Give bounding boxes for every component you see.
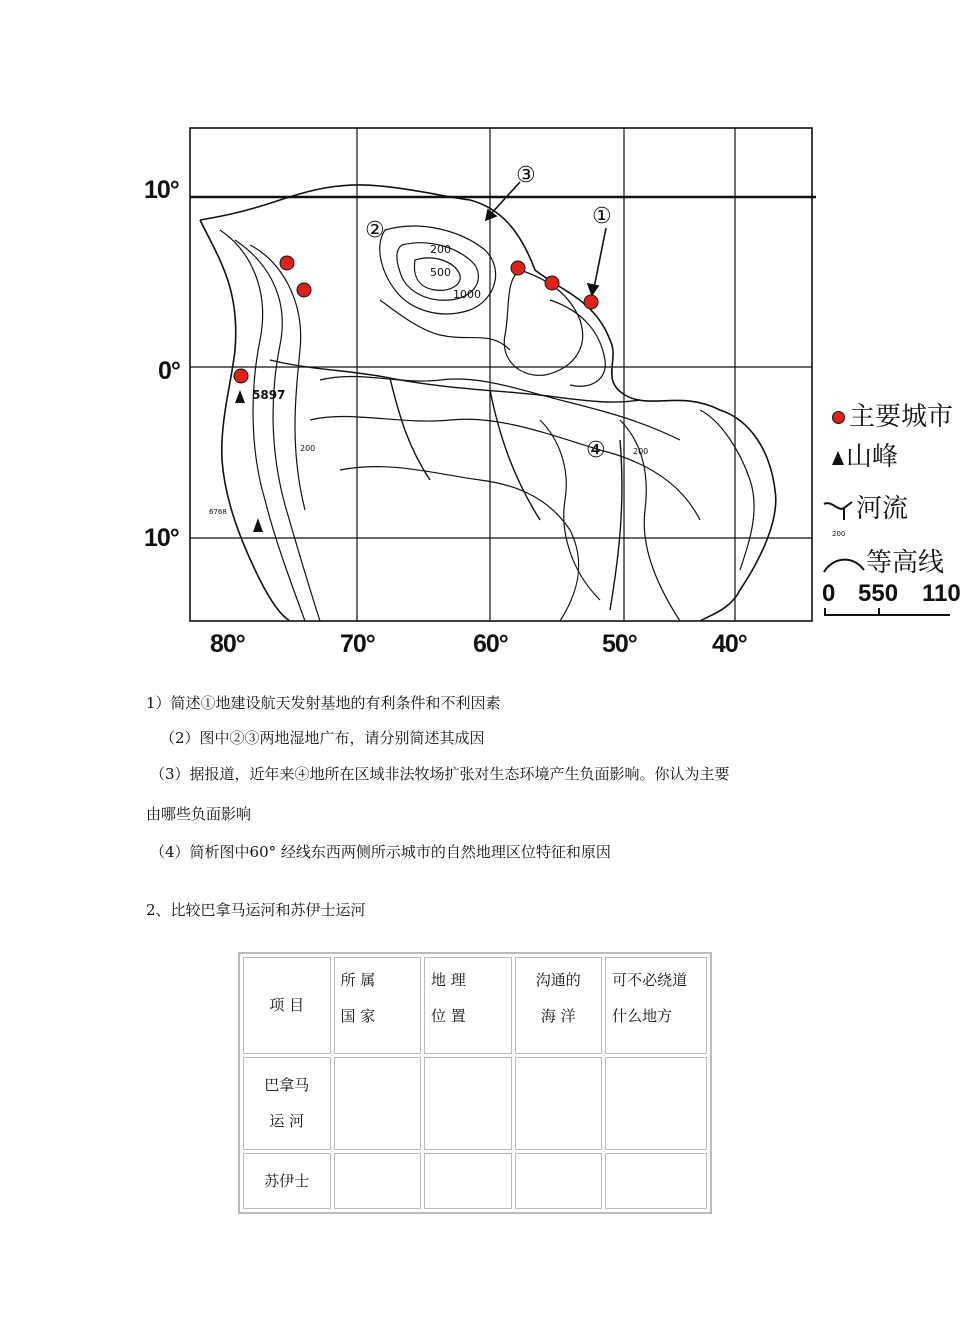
lon-label-60: 60°: [473, 630, 508, 658]
table-header-cell: [605, 957, 707, 1054]
peak-triangle: [253, 518, 263, 532]
legend-contour-sample: 200: [832, 530, 846, 538]
contour-label: 200: [300, 444, 316, 453]
table-cell: [243, 1153, 331, 1209]
canal-comparison-table: [238, 952, 712, 1214]
table-cell[interactable]: [515, 1153, 603, 1209]
city-dot-icon: [832, 411, 845, 424]
table-cell[interactable]: [424, 1057, 512, 1150]
city-dot: [234, 369, 248, 383]
lat-label-10n: 10°: [144, 176, 179, 204]
table-cell[interactable]: [334, 1153, 422, 1209]
lon-label-80: 80°: [210, 630, 245, 658]
legend-city: [822, 396, 953, 433]
city-dot: [280, 256, 294, 270]
peak-markers: [235, 390, 263, 532]
header-location: 地 理 位 置: [431, 971, 466, 1025]
coastline: [200, 185, 776, 621]
table-header-cell: [515, 957, 603, 1054]
peak-triangle: [235, 390, 245, 403]
table-row: [243, 1153, 707, 1209]
header-item: 项 目: [269, 996, 305, 1015]
table-cell[interactable]: [334, 1057, 422, 1150]
table-header-cell: [424, 957, 512, 1054]
region-marker-2: ②: [365, 218, 385, 243]
legend-contour: [822, 542, 944, 579]
contour-icon: [822, 552, 866, 576]
table-row: [243, 1057, 707, 1150]
table-cell[interactable]: [424, 1153, 512, 1209]
header-country: 所 属 国 家: [340, 971, 376, 1025]
peak-icon: [832, 451, 844, 465]
question-3-continued: 由哪些负面影响: [146, 805, 252, 823]
region-marker-1: ①: [592, 204, 612, 229]
table-header-row: [243, 957, 707, 1054]
scale-110: 110: [922, 580, 961, 607]
lon-label-40: 40°: [712, 630, 747, 658]
map-grid: [190, 128, 816, 621]
map-legend: [822, 392, 961, 632]
lat-label-0: 0°: [158, 357, 180, 385]
river-icon: [822, 498, 856, 522]
region-marker-3: ③: [516, 163, 536, 188]
city-dot: [584, 295, 598, 309]
contour-label: 200: [430, 243, 451, 256]
contour-label: 1000: [453, 288, 481, 301]
legend-peak-label: 山峰: [846, 442, 899, 472]
table-header-cell: [334, 957, 422, 1054]
legend-contour-label: 等高线: [866, 548, 945, 578]
question-4: （4）简析图中60° 经线东西两侧所示城市的自然地理区位特征和原因: [150, 843, 611, 861]
contour-label: 500: [430, 266, 451, 279]
legend-river-label: 河流: [856, 494, 909, 524]
city-dot: [511, 261, 525, 275]
city-dot: [297, 283, 311, 297]
question-1: 1）简述①地建设航天发射基地的有利条件和不利因素: [146, 694, 501, 712]
lat-label-10s: 10°: [144, 524, 179, 552]
legend-river: [822, 488, 908, 525]
contour-label: 200: [633, 447, 649, 456]
lon-label-70: 70°: [340, 630, 375, 658]
scale-bar: [822, 580, 961, 626]
row-label-suez: 苏伊士: [264, 1171, 310, 1190]
scale-0: 0: [822, 580, 836, 607]
rivers: [270, 360, 640, 610]
row-label-panama: 巴拿马 运 河: [264, 1076, 310, 1131]
question-5: 2、比较巴拿马运河和苏伊士运河: [146, 901, 366, 919]
peak-label: 6768: [209, 508, 227, 516]
table-cell[interactable]: [515, 1057, 603, 1150]
region-marker-4: ④: [586, 438, 606, 463]
peak-label: 5897: [252, 388, 286, 402]
header-detour: 可不必绕道 什么地方: [612, 971, 688, 1025]
header-ocean: 沟通的 海 洋: [535, 971, 581, 1025]
table-cell[interactable]: [605, 1153, 707, 1209]
table-header-cell: [243, 957, 331, 1054]
lon-label-50: 50°: [602, 630, 637, 658]
table-cell: [243, 1057, 331, 1150]
legend-peak: [822, 436, 898, 473]
scale-550: 550: [858, 580, 899, 607]
legend-city-label: 主要城市: [849, 402, 954, 432]
question-3: （3）据报道，近年来④地所在区域非法牧场扩张对生态环境产生负面影响。你认为主要: [150, 765, 730, 783]
question-2: （2）图中②③两地湿地广布，请分别简述其成因: [160, 729, 485, 747]
table-cell[interactable]: [605, 1057, 707, 1150]
city-dot: [545, 276, 559, 290]
